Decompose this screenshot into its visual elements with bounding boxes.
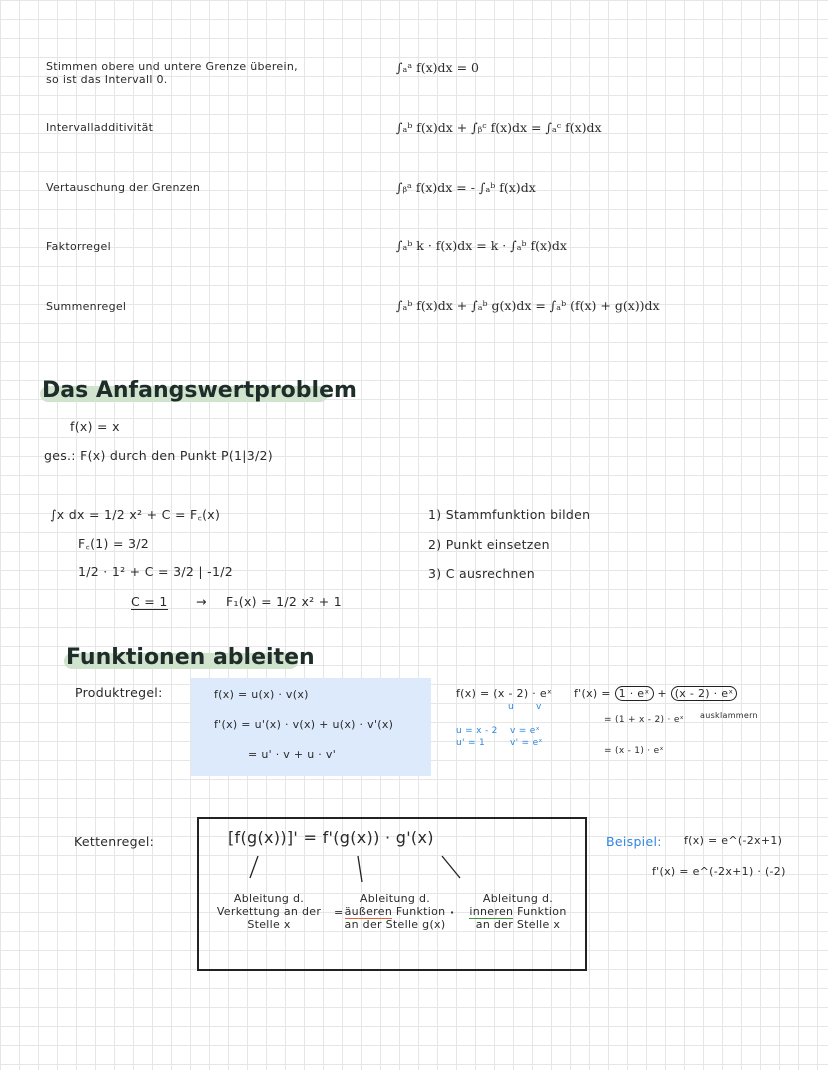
awp-arrow: →: [196, 594, 207, 609]
produkt-line-3: = u' · v + u · v': [248, 748, 337, 761]
example-fp-term2: (x - 2) · eˣ: [671, 686, 738, 701]
ableiten-heading: Funktionen ableiten: [66, 645, 315, 670]
property-5-name: Summenregel: [46, 300, 127, 313]
awp-step-3: 1/2 · 1² + C = 3/2 | -1/2: [78, 564, 233, 579]
awp-step-5: F₁(x) = 1/2 x² + 1: [226, 594, 343, 609]
produkt-line-2: f'(x) = u'(x) · v(x) + u(x) · v'(x): [214, 718, 394, 731]
produkt-line-1: f(x) = u(x) · v(x): [214, 688, 309, 701]
awp-list-1: 1) Stammfunktion bilden: [428, 507, 591, 522]
ausklammern-note: ausklammern: [700, 711, 758, 720]
ketten-eq: =: [334, 906, 344, 919]
awp-heading: Das Anfangswertproblem: [42, 378, 357, 403]
property-4-name: Faktorregel: [46, 240, 111, 253]
ketten-desc-1: Ableitung d. Verkettung an der Stelle x: [216, 892, 322, 931]
example-fp-term1: 1 · eˣ: [615, 686, 654, 701]
property-3-formula: ∫ᵦᵃ f(x)dx = - ∫ₐᵇ f(x)dx: [396, 180, 536, 195]
property-5-formula: ∫ₐᵇ f(x)dx + ∫ₐᵇ g(x)dx = ∫ₐᵇ (f(x) + g(x))dx: [396, 298, 660, 313]
beispiel-fp: f'(x) = e^(-2x+1) · (-2): [652, 865, 786, 878]
example-fp-line2: = (1 + x - 2) · eˣ: [604, 715, 684, 725]
property-1-formula: ∫ₐᵃ f(x)dx = 0: [396, 60, 479, 75]
awp-list-3: 3) C ausrechnen: [428, 566, 535, 581]
example-fp-plus: +: [657, 687, 667, 700]
ketten-formula: [f(g(x))]' = f'(g(x)) · g'(x): [228, 828, 434, 847]
ketten-desc-3: Ableitung d. inneren Funktion an der Stelle x: [469, 892, 567, 931]
beispiel-label: Beispiel:: [606, 834, 662, 849]
property-1-name: Stimmen obere und untere Grenze überein, so ist das Intervall 0.: [46, 60, 298, 86]
example-v-marker: v: [536, 702, 542, 712]
example-u-der: u' = 1: [456, 738, 485, 748]
example-v-der: v' = eˣ: [510, 738, 543, 748]
arrow-inner-derivative: [442, 856, 460, 878]
example-fp-prefix: f'(x) =: [574, 687, 611, 700]
ketten-inneren: inneren: [469, 905, 514, 918]
awp-list-2: 2) Punkt einsetzen: [428, 537, 550, 552]
example-u-marker: u: [508, 702, 515, 712]
awp-step-4: C = 1: [131, 594, 168, 609]
ketten-dot: ·: [450, 906, 455, 919]
ketten-desc-2: Ableitung d. äußeren Funktion an der Stelle g(x): [344, 892, 446, 931]
ketten-label: Kettenregel:: [74, 834, 155, 849]
produkt-label: Produktregel:: [75, 685, 163, 700]
ketten-aeusseren: äußeren: [344, 905, 393, 918]
example-fp-line3: = (x - 1) · eˣ: [604, 746, 664, 756]
awp-given: f(x) = x: [70, 419, 120, 434]
awp-step-1: ∫x dx = 1/2 x² + C = F꜀(x): [50, 507, 221, 522]
arrow-inner-outer: [358, 856, 362, 882]
example-v-def: v = eˣ: [510, 726, 540, 736]
beispiel-f: f(x) = e^(-2x+1): [684, 834, 783, 847]
property-4-formula: ∫ₐᵇ k · f(x)dx = k · ∫ₐᵇ f(x)dx: [396, 238, 567, 253]
example-f: f(x) = (x - 2) · eˣ: [456, 687, 553, 700]
property-2-name: Intervalladditivität: [46, 121, 154, 134]
property-2-formula: ∫ₐᵇ f(x)dx + ∫ᵦᶜ f(x)dx = ∫ₐᶜ f(x)dx: [396, 120, 602, 135]
property-3-name: Vertauschung der Grenzen: [46, 181, 201, 194]
awp-step-2: F꜀(1) = 3/2: [78, 536, 150, 551]
awp-sought: ges.: F(x) durch den Punkt P(1|3/2): [44, 448, 273, 463]
arrow-outer-derivative: [250, 856, 258, 878]
example-u-def: u = x - 2: [456, 726, 498, 736]
